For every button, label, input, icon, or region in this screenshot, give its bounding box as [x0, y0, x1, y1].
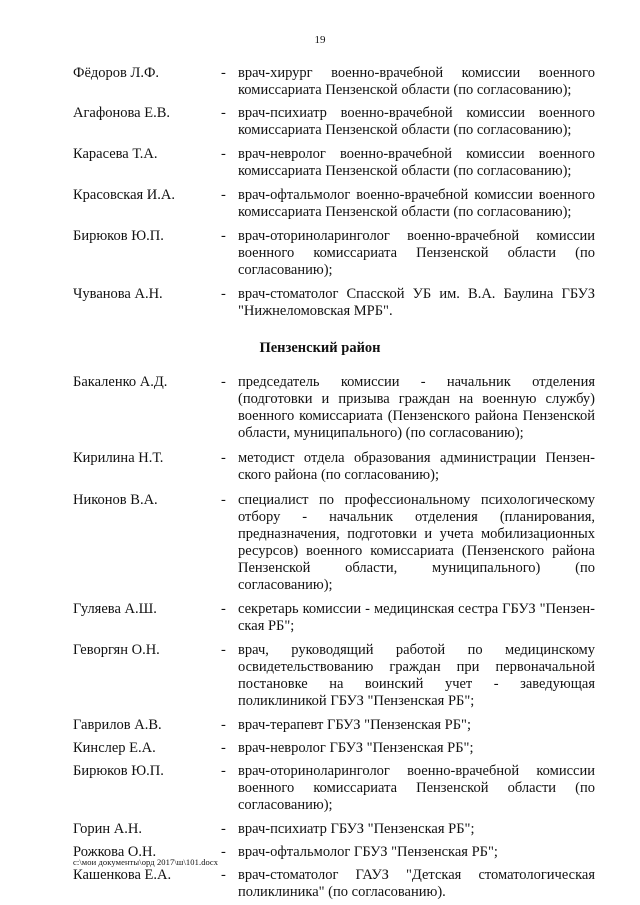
dash-separator: - [221, 821, 226, 837]
member-role: председатель комиссии - начальник отделения (подготовки и призыва граждан на военную службу) военного комиссариата (Пензенского района Пензенской области, муниципального) (по согласованию); [238, 374, 595, 441]
member-role: врач-невролог ГБУЗ "Пензенская РБ"; [238, 740, 474, 756]
footer-file-path: c:\мои документы\орд 2017\ш\101.docx [73, 857, 219, 867]
list-item [0, 374, 640, 442]
dash-separator: - [221, 844, 226, 860]
member-name: Горин А.Н. [73, 821, 142, 837]
list-item [0, 601, 640, 635]
list-item [0, 450, 640, 484]
list-item [0, 187, 640, 221]
dash-separator: - [221, 286, 226, 302]
dash-separator: - [221, 763, 226, 779]
member-name: Карасева Т.А. [73, 146, 158, 162]
member-name: Бирюков Ю.П. [73, 228, 164, 244]
dash-separator: - [221, 601, 226, 617]
member-role: врач-психиатр военно-врачебной комиссии военного комиссариата Пензенской области (по согласованию); [238, 105, 595, 138]
dash-separator: - [221, 717, 226, 733]
member-name: Агафонова Е.В. [73, 105, 171, 121]
list-item [0, 740, 640, 757]
member-role: врач-оториноларинголог военно-врачебной комиссии военного комиссариата Пензенской области (по согласованию); [238, 763, 595, 813]
member-role: врач, руководящий работой по медицинскому освидетельствованию граждан при первоначальной постановке на воинский учет - заведующая поликлиникой ГБУЗ "Пензенская РБ"; [238, 642, 595, 709]
member-name: Красовская И.А. [73, 187, 175, 203]
list-item [0, 146, 640, 180]
document-body [0, 65, 640, 901]
list-item [0, 65, 640, 99]
member-role: врач-стоматолог ГАУЗ "Детская стоматологическая поликлиника" (по согласованию). [238, 867, 595, 900]
member-name: Чуванова А.Н. [73, 286, 163, 302]
dash-separator: - [221, 65, 226, 81]
member-name: Бакаленко А.Д. [73, 374, 168, 390]
member-name: Бирюков Ю.П. [73, 763, 164, 779]
member-name: Кирилина Н.Т. [73, 450, 164, 466]
member-role: врач-офтальмолог ГБУЗ "Пензенская РБ"; [238, 844, 498, 860]
dash-separator: - [221, 492, 226, 508]
member-role: врач-офтальмолог военно-врачебной комиссии военного комиссариата Пензенской области (по согласованию); [238, 187, 595, 220]
dash-separator: - [221, 642, 226, 658]
list-item [0, 763, 640, 814]
member-role: специалист по профессиональному психологическому отбору - начальник отделения (планирования, предназначения, подготовки и учета мобилизационных ресурсов) военного комиссариата (Пензенского района Пензенской области, муниципального) (по согласованию); [238, 492, 595, 593]
dash-separator: - [221, 105, 226, 121]
member-name: Никонов В.А. [73, 492, 158, 508]
section-title: Пензенский район [259, 340, 381, 356]
list-item [0, 228, 640, 279]
dash-separator: - [221, 867, 226, 883]
member-name: Рожкова О.Н. [73, 844, 157, 860]
member-role: врач-стоматолог Спасской УБ им. В.А. Баулина ГБУЗ "Нижнеломовская МРБ". [238, 286, 595, 319]
dash-separator: - [221, 146, 226, 162]
dash-separator: - [221, 740, 226, 756]
member-name: Геворгян О.Н. [73, 642, 160, 658]
member-name: Кашенкова Е.А. [73, 867, 172, 883]
member-name: Гаврилов А.В. [73, 717, 162, 733]
list-item [0, 286, 640, 320]
dash-separator: - [221, 187, 226, 203]
dash-separator: - [221, 450, 226, 466]
member-name: Гуляева А.Ш. [73, 601, 157, 617]
member-name: Фёдоров Л.Ф. [73, 65, 160, 81]
list-item [0, 867, 640, 901]
member-role: врач-невролог военно-врачебной комиссии военного комиссариата Пензенской области (по согласованию); [238, 146, 595, 179]
member-role: секретарь комиссии - медицинская сестра ГБУЗ "Пензенская РБ"; [238, 601, 595, 634]
member-role: методист отдела образования администрации Пензенского района (по согласованию); [238, 450, 595, 483]
page-number: 19 [314, 34, 326, 46]
list-item [0, 821, 640, 838]
list-item [0, 105, 640, 139]
member-role: врач-психиатр ГБУЗ "Пензенская РБ"; [238, 821, 475, 837]
list-item [0, 642, 640, 710]
dash-separator: - [221, 374, 226, 390]
member-name: Кинслер Е.А. [73, 740, 156, 756]
dash-separator: - [221, 228, 226, 244]
list-item [0, 492, 640, 594]
list-item [0, 717, 640, 734]
member-role: врач-оториноларинголог военно-врачебной комиссии военного комиссариата Пензенской области (по согласованию); [238, 228, 595, 278]
member-role: врач-терапевт ГБУЗ "Пензенская РБ"; [238, 717, 471, 733]
member-role: врач-хирург военно-врачебной комиссии военного комиссариата Пензенской области (по согласованию); [238, 65, 595, 98]
